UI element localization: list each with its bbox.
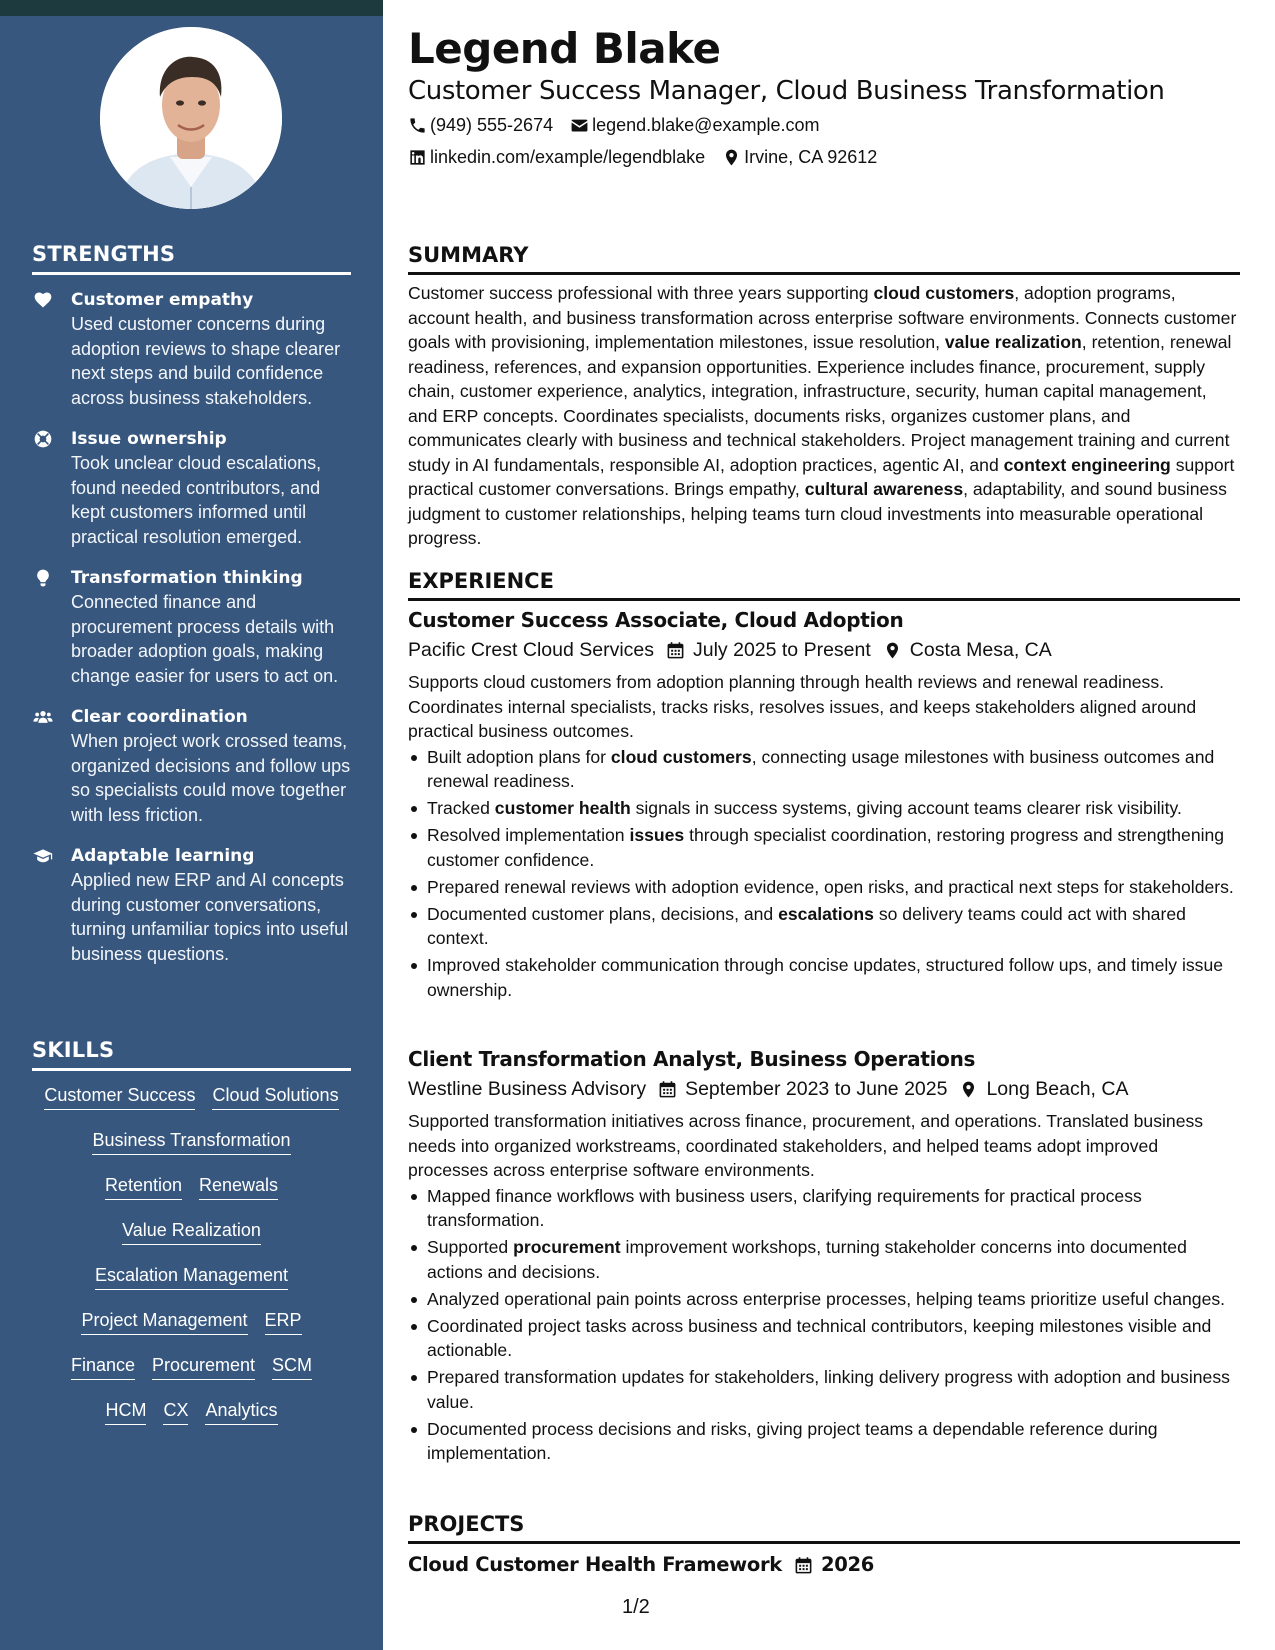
strength-title: Clear coordination — [71, 707, 248, 727]
summary-heading: SUMMARY — [408, 241, 1240, 275]
bullet-item: Resolved implementation issues through specialist coordination, restoring progress and strengthening customer confidence. — [408, 823, 1240, 872]
location-contact — [722, 145, 877, 169]
job-description: Supported transformation initiatives across finance, procurement, and operations. Translated business needs into organized workstreams, coordinated stakeholders, and helped teams adopt improved processes across enterprise software environments. — [408, 1111, 1204, 1180]
project-date-item — [794, 1551, 874, 1579]
skill-tag: Finance — [71, 1353, 135, 1380]
summary-keyword: value realization — [944, 332, 1082, 352]
job-location-item — [959, 1075, 1128, 1103]
bullet-item: Prepared renewal reviews with adoption evidence, open risks, and practical next steps for stakeholders. — [408, 875, 1240, 900]
job-dates-item — [658, 1075, 947, 1103]
job-location-item — [883, 636, 1052, 664]
summary-text-part: , adaptability, and sound business judgment to customer relationships, helping teams turn cloud investments into measurable operational progress. — [408, 479, 1227, 548]
skill-row — [32, 1173, 351, 1218]
skill-row — [32, 1353, 351, 1398]
strength-item — [32, 566, 352, 688]
bullet-item: Prepared transformation updates for stakeholders, linking delivery progress with adoption and business value. — [408, 1365, 1240, 1414]
skill-tag: Customer Success — [44, 1083, 195, 1110]
skill-tag: ERP — [265, 1308, 302, 1335]
project-date: 2026 — [820, 1553, 875, 1576]
strength-description: Applied new ERP and AI concepts during customer conversations, turning unfamiliar topics into useful business questions. — [71, 870, 349, 964]
calendar-icon — [658, 1080, 677, 1099]
job-entry — [408, 1045, 1240, 1468]
map-marker-icon — [883, 641, 902, 660]
bullet-item: Tracked customer health signals in success systems, giving account teams clearer risk visibility. — [408, 796, 1240, 821]
bullet-item: Documented customer plans, decisions, and escalations so delivery teams could act with shared context. — [408, 902, 1240, 951]
summary-keyword: cultural awareness — [804, 479, 964, 499]
candidate-name: Legend Blake — [408, 24, 721, 73]
job-dates-item — [666, 636, 871, 664]
skill-tag: Project Management — [81, 1308, 247, 1335]
job-company: Westline Business Advisory — [408, 1078, 647, 1100]
job-location: Costa Mesa, CA — [909, 639, 1052, 661]
skill-tag: CX — [163, 1398, 188, 1425]
project-entry — [408, 1551, 874, 1579]
bullet-item: Improved stakeholder communication through concise updates, structured follow ups, and timely issue ownership. — [408, 953, 1240, 1002]
users-icon — [33, 707, 53, 727]
linkedin-contact — [408, 145, 705, 169]
bullet-item: Supported procurement improvement workshops, turning stakeholder concerns into documented actions and decisions. — [408, 1235, 1240, 1284]
skill-tag: Renewals — [199, 1173, 278, 1200]
job-dates: July 2025 to Present — [693, 639, 871, 661]
job-meta — [408, 1075, 1240, 1103]
bullet-item: Documented process decisions and risks, giving project teams a dependable reference during implementation. — [408, 1417, 1240, 1466]
calendar-icon — [794, 1556, 813, 1575]
strength-title: Issue ownership — [71, 429, 227, 449]
job-location: Long Beach, CA — [986, 1078, 1129, 1100]
life-ring-icon — [33, 429, 53, 449]
skill-tag: Retention — [105, 1173, 182, 1200]
job-meta — [408, 636, 1240, 664]
candidate-title: Customer Success Manager, Cloud Business Transformation — [408, 76, 1165, 106]
strength-description: Connected finance and procurement process details with broader adoption goals, making change easier for users to act on. — [71, 592, 339, 686]
profile-photo — [100, 27, 282, 209]
job-role: Client Transformation Analyst, Business Operations — [408, 1047, 976, 1071]
strengths-list — [32, 288, 352, 983]
map-marker-icon — [959, 1080, 978, 1099]
summary-keyword: cloud customers — [873, 283, 1015, 303]
job-bullets — [408, 1184, 1240, 1466]
strength-item — [32, 427, 352, 549]
strength-description: When project work crossed teams, organized decisions and follow ups so specialists could move together with less friction. — [71, 731, 351, 825]
summary-text-part: Customer success professional with three years supporting — [408, 283, 874, 303]
skill-row — [32, 1083, 351, 1128]
strength-description: Took unclear cloud escalations, found needed contributors, and kept customers informed until practical resolution emerged. — [71, 453, 322, 547]
job-entry — [408, 606, 1240, 1005]
strength-title: Transformation thinking — [71, 568, 303, 588]
strength-description: Used customer concerns during adoption reviews to shape clearer next steps and build confidence across business stakeholders. — [71, 314, 341, 408]
avatar — [100, 27, 282, 209]
skill-row — [32, 1263, 351, 1308]
linkedin-icon — [408, 148, 427, 167]
map-marker-icon — [722, 148, 741, 167]
bullet-item: Analyzed operational pain points across enterprise processes, helping teams prioritize useful changes. — [408, 1287, 1240, 1312]
contact-row — [408, 145, 877, 169]
phone-contact — [408, 113, 553, 137]
summary-text-part: , adoption programs, account health, and business transformation across enterprise software environments. Connects customer goals with provisioning, implementation milestones, issue resolution, — [408, 283, 1237, 352]
email-address[interactable]: legend.blake@example.com — [592, 115, 820, 135]
bullet-item: Built adoption plans for cloud customers, connecting usage milestones with business outcomes and renewal readiness. — [408, 745, 1240, 794]
strength-title: Customer empathy — [71, 290, 254, 310]
graduation-cap-icon — [33, 846, 53, 866]
project-title: Cloud Customer Health Framework — [408, 1553, 782, 1576]
skill-tag: HCM — [105, 1398, 146, 1425]
contact-row — [408, 113, 820, 137]
summary-text — [408, 281, 1240, 551]
skill-tag: Procurement — [152, 1353, 255, 1380]
skills-heading: SKILLS — [32, 1038, 351, 1071]
job-description: Supports cloud customers from adoption planning through health reviews and renewal readiness. Coordinates internal specialists, tracks risks, resolves issues, and keeps stakeholders aligned around practical business outcomes. — [408, 672, 1197, 741]
location-text: Irvine, CA 92612 — [744, 147, 878, 167]
sidebar-top-bar — [0, 0, 383, 16]
bullet-item: Mapped finance workflows with business users, clarifying requirements for practical process transformation. — [408, 1184, 1240, 1233]
bullet-item: Coordinated project tasks across business and technical contributors, keeping milestones visible and actionable. — [408, 1314, 1240, 1363]
job-dates: September 2023 to June 2025 — [685, 1078, 948, 1100]
skill-tag: Escalation Management — [95, 1263, 288, 1290]
skill-tag: Analytics — [205, 1398, 277, 1425]
lightbulb-icon — [33, 568, 53, 588]
strength-title: Adaptable learning — [71, 846, 255, 866]
sidebar — [0, 0, 383, 1650]
projects-heading: PROJECTS — [408, 1510, 1240, 1544]
page-number: 1/2 — [622, 1596, 650, 1618]
email-contact — [570, 113, 819, 137]
envelope-icon — [570, 116, 589, 135]
skill-tag: Business Transformation — [92, 1128, 290, 1155]
heart-icon — [33, 290, 53, 310]
strength-item — [32, 844, 352, 966]
job-company: Pacific Crest Cloud Services — [408, 639, 654, 661]
calendar-icon — [666, 641, 685, 660]
skill-tag: SCM — [272, 1353, 312, 1380]
experience-heading: EXPERIENCE — [408, 567, 1240, 601]
job-role: Customer Success Associate, Cloud Adoption — [408, 608, 904, 632]
skill-row — [32, 1398, 351, 1443]
linkedin-link[interactable]: linkedin.com/example/legendblake — [430, 147, 706, 167]
summary-keyword: context engineering — [1003, 454, 1171, 475]
summary-text-part: , retention, renewal readiness, references, and expansion opportunities. Experience includes finance, procurement, supply chain, customer experience, analytics, integration, infrastructure, security, human capital management, and ERP concepts. Coordinates specialists, documents risks, organizes customer plans, and communicates clearly with business and technical stakeholders. Project management training and current study in AI fundamentals, responsible AI, adoption practices, agentic AI, and — [408, 332, 1232, 475]
skills-list — [32, 1083, 351, 1443]
strength-item — [32, 288, 352, 410]
skill-tag: Value Realization — [122, 1218, 261, 1245]
skill-row — [32, 1218, 351, 1263]
skill-tag: Cloud Solutions — [212, 1083, 338, 1110]
phone-number[interactable]: (949) 555-2674 — [430, 115, 554, 135]
phone-icon — [408, 116, 427, 135]
job-bullets — [408, 745, 1240, 1003]
strengths-heading: STRENGTHS — [32, 242, 351, 275]
skill-row — [32, 1308, 351, 1353]
summary-text-part: support practical customer conversations. Brings empathy, — [408, 454, 1235, 499]
strength-item — [32, 705, 352, 827]
skill-row — [32, 1128, 351, 1173]
